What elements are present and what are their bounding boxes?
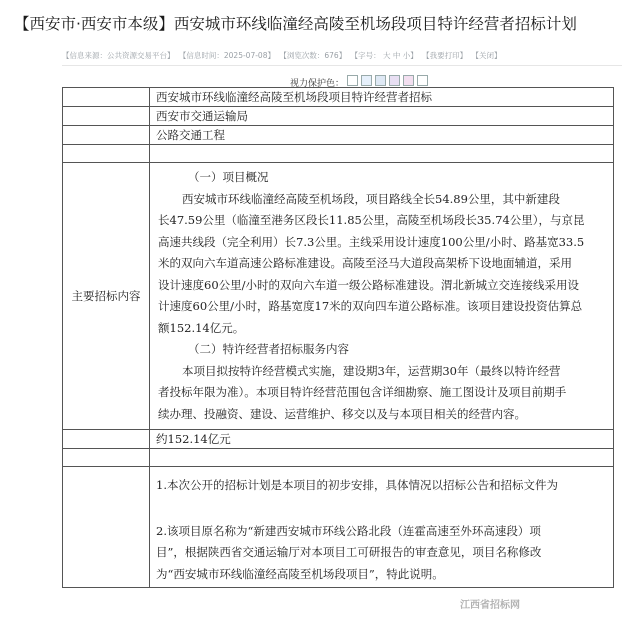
label-cell-empty bbox=[63, 126, 150, 145]
content-label: 主要招标内容 bbox=[63, 163, 150, 430]
section1-line: 高速共线段（完全利用）长7.3公里。主线采用设计速度100公里/小时、路基宽33.5 bbox=[158, 234, 585, 249]
meta-font-size[interactable]: 【字号： 大 中 小】 bbox=[350, 51, 418, 60]
meta-close-link[interactable]: 【关闭】 bbox=[471, 51, 502, 60]
vision-swatch-4[interactable] bbox=[403, 75, 414, 86]
industry-value: 公路交通工程 bbox=[150, 126, 614, 145]
vision-label: 视力保护色： bbox=[290, 78, 345, 89]
tender-plan-table bbox=[62, 87, 614, 588]
meta-source: 【信息来源：公共资源交易平台】 bbox=[62, 51, 175, 60]
investment-value: 约152.14亿元 bbox=[150, 430, 614, 449]
section2-line: 本项目拟按特许经营模式实施，建设期3年，运营期30年（最终以特许经营 bbox=[182, 363, 561, 378]
section1-line: 米的双向六车道高速公路标准建设。高陵至泾马大道段高架桥下设地面辅道，采用 bbox=[158, 256, 572, 270]
vision-swatch-5[interactable] bbox=[417, 75, 428, 86]
meta-time: 【信息时间：2025-07-08】 bbox=[178, 51, 275, 60]
section1-line: 长47.59公里（临潼至港务区段长11.85公里，高陵至机场段长35.74公里），与京昆 bbox=[158, 213, 585, 227]
value-cell-empty bbox=[150, 145, 614, 163]
vision-swatch-0[interactable] bbox=[347, 75, 358, 86]
label-cell-empty bbox=[63, 145, 150, 163]
note-1: 1.本次公开的招标计划是本项目的初步安排，具体情况以招标公告和招标文件为 bbox=[156, 478, 558, 492]
note2-line: 为“西安城市环线临潼经高陵至机场段项目”，特此说明。 bbox=[156, 566, 444, 581]
label-cell-empty bbox=[63, 467, 150, 588]
meta-print-link[interactable]: 【我要打印】 bbox=[422, 51, 468, 60]
label-cell-empty bbox=[63, 107, 150, 126]
vision-swatch-3[interactable] bbox=[389, 75, 400, 86]
section2-line: 续办理、投融资、建设、运营维护、移交以及与本项目相关的经营内容。 bbox=[158, 406, 526, 421]
section1-line: 额152.14亿元。 bbox=[158, 320, 245, 335]
section1-line: 设计速度60公里/小时的双向六车道一级公路标准建设。渭北新城立交连接线采用设 bbox=[158, 277, 580, 292]
label-cell-empty bbox=[63, 449, 150, 467]
vision-swatch-2[interactable] bbox=[375, 75, 386, 86]
page-title: 【西安市·西安市本级】西安城市环线临潼经高陵至机场段项目特许经营者招标计划 bbox=[14, 15, 577, 33]
content-value bbox=[150, 163, 614, 430]
section1-line: 西安城市环线临潼经高陵至机场段，项目路线全长54.89公里，其中新建段 bbox=[182, 191, 560, 206]
section2-title: （二）特许经营者招标服务内容 bbox=[188, 342, 349, 356]
section1-title: （一）项目概况 bbox=[188, 170, 269, 184]
meta-bar bbox=[62, 50, 504, 61]
notes-value bbox=[150, 467, 614, 588]
label-cell-empty bbox=[63, 430, 150, 449]
note-2 bbox=[156, 521, 607, 586]
vision-swatch-1[interactable] bbox=[361, 75, 372, 86]
label-cell-empty bbox=[63, 88, 150, 107]
watermark-logo: 江西省招标网 bbox=[460, 600, 520, 611]
section1-line: 计速度60公里/小时，路基宽度17米的双向四车道公路标准。该项目建设投资估算总 bbox=[158, 299, 583, 313]
section2-body bbox=[158, 361, 605, 426]
project-name-value: 西安城市环线临潼经高陵至机场段项目特许经营者招标 bbox=[150, 88, 614, 107]
section2-line: 者投标年限为准）。本项目特许经营范围包含详细勘察、施工图设计及项目前期手 bbox=[158, 385, 567, 399]
meta-divider bbox=[62, 65, 622, 66]
section1-body bbox=[158, 189, 605, 340]
note2-line: 2.该项目原名称为“新建西安城市环线公路北段（连霍高速至外环高速段）项 bbox=[156, 523, 541, 538]
meta-views: 【浏览次数：676】 bbox=[279, 51, 347, 60]
value-cell-empty bbox=[150, 449, 614, 467]
tenderer-value: 西安市交通运输局 bbox=[150, 107, 614, 126]
note2-line: 目”，根据陕西省交通运输厅对本项目工可研报告的审查意见，项目名称修改 bbox=[156, 545, 542, 559]
